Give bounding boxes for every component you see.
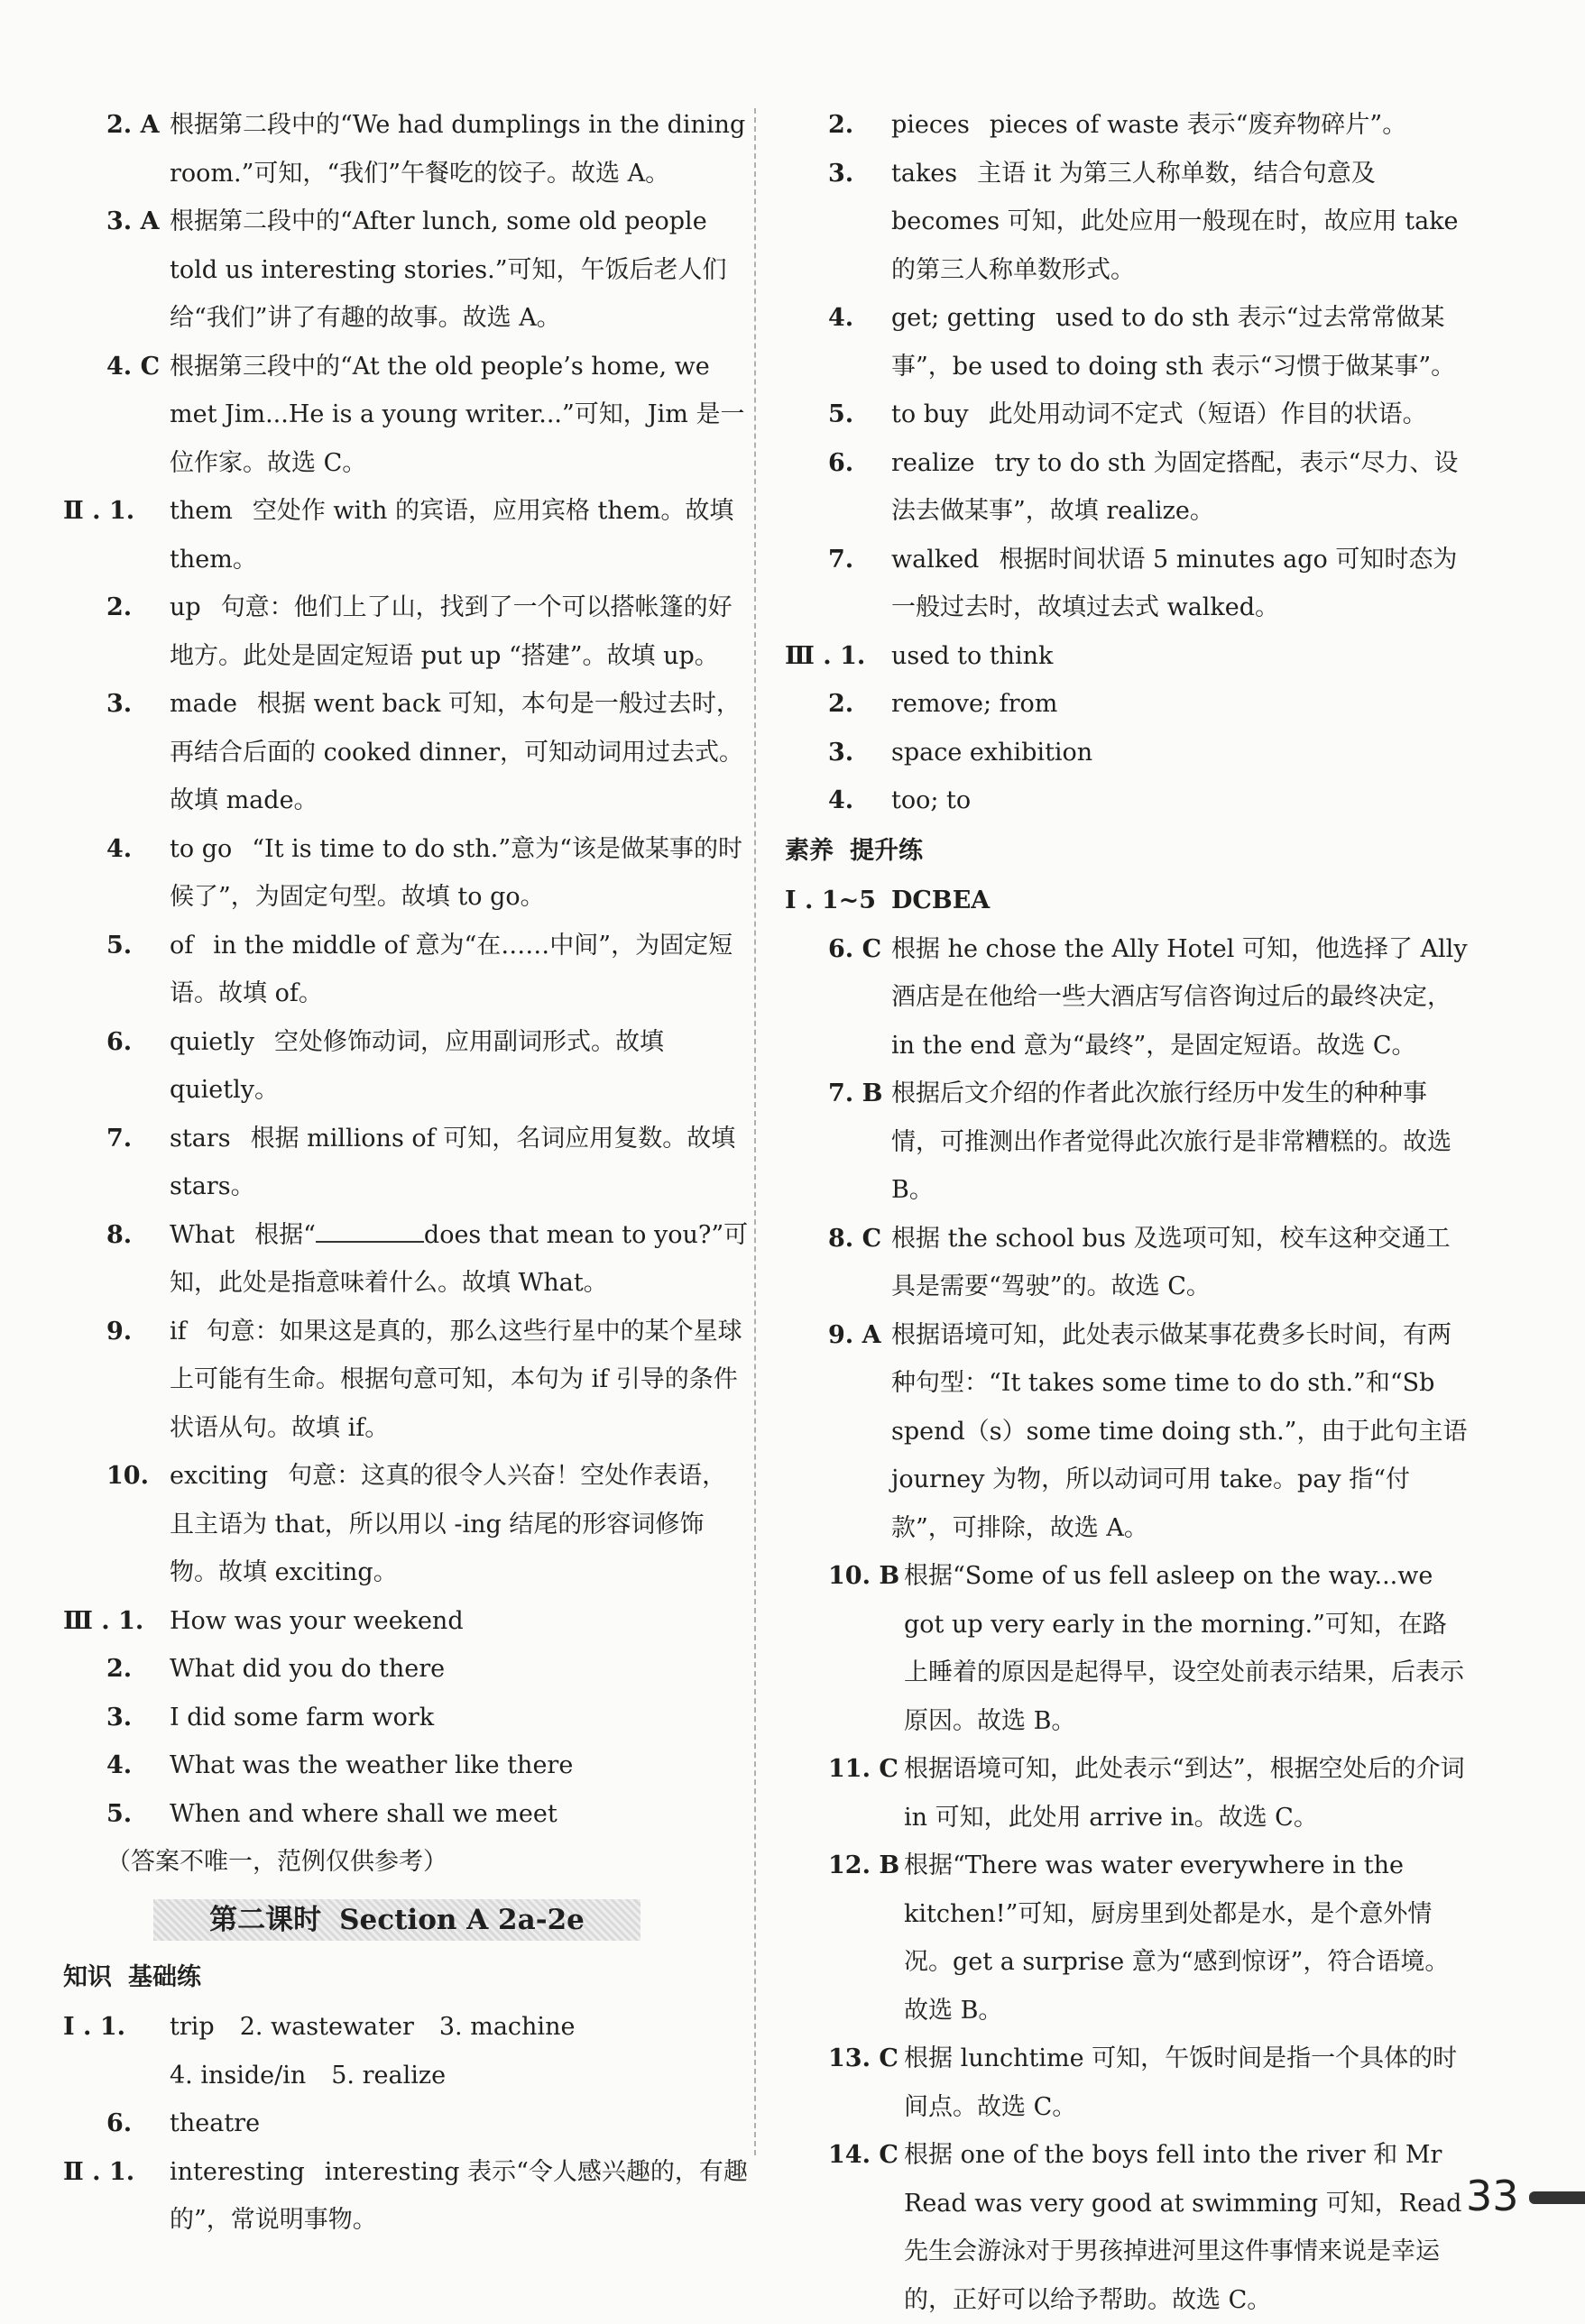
item-number: 9.	[106, 1317, 133, 1346]
item-text: How was your weekend	[170, 1606, 464, 1635]
answer-item	[63, 1452, 749, 1597]
item-text: 根据 one of the boys fell into the river 和 Mr Read was very good at swimming 可知，Read 先生会游泳对于男孩掉进河里这件事情来说是幸运的，正好可以给予帮助。故选 C。	[904, 2141, 1462, 2314]
answer-item	[785, 2035, 1468, 2131]
item-text: 根据第二段中的“After lunch, some old people told us interesting stories.”可知，午饭后老人们给“我们”讲了有趣的故事。故选 A。	[170, 207, 727, 332]
answer-word: What	[170, 1220, 235, 1249]
item-number: 3.	[828, 159, 854, 188]
answer-item	[785, 439, 1468, 536]
answer-item	[785, 1842, 1468, 2035]
item-text: 句意：他们上了山，找到了一个可以搭帐篷的好地方。此处是固定短语 put up “搭建”。故填 up。	[170, 593, 733, 670]
item-text: 根据 lunchtime 可知，午饭时间是指一个具体的时间点。故选 C。	[904, 2044, 1458, 2121]
answer-item	[785, 1552, 1468, 1745]
item-text: 根据 he chose the Ally Hotel 可知，他选择了 Ally 酒店是在他给一些大酒店写信咨询过后的最终决定，in the end 意为“最终”，是固定短语。故选 C。	[891, 934, 1468, 1060]
section-heading	[785, 827, 1468, 876]
item-text: interesting 表示“令人感兴趣的，有趣的”，常说明事物。	[170, 2157, 748, 2234]
item-text: 根据后文介绍的作者此次旅行经历中发生的种种事情，可推测出作者觉得此次旅行是非常糟糕的。故选 B。	[891, 1079, 1451, 1204]
answer-word: up	[170, 593, 201, 621]
item-number: 12. B	[828, 1851, 900, 1879]
word-answer: 4. inside/in	[170, 2061, 307, 2090]
answer-item	[63, 1741, 749, 1790]
item-number: 13. C	[828, 2044, 898, 2072]
item-text: remove; from	[891, 690, 1058, 718]
section-heading-a: 素养	[785, 836, 834, 865]
item-text: used to think	[891, 641, 1054, 670]
answer-word: realize	[891, 448, 975, 477]
answer-item	[63, 101, 749, 197]
item-number: 10.	[106, 1462, 149, 1490]
item-text: in the middle of 意为“在……中间”，为固定短语。故填 of。	[170, 931, 733, 1007]
answer-word: to go	[170, 834, 233, 863]
item-text: used to do sth 表示“过去常常做某事”，be used to doing sth 表示“习惯于做某事”。	[891, 304, 1456, 381]
answer-item	[785, 1215, 1468, 1311]
right-column	[785, 101, 1468, 2324]
answer-item	[63, 1694, 749, 1742]
item-number: 4.	[106, 834, 133, 863]
section-label: Ⅱ . 1.	[63, 2157, 135, 2186]
answer-item	[63, 2099, 749, 2148]
answer-item	[63, 487, 749, 583]
answer-item	[63, 197, 749, 343]
lesson-banner	[153, 1899, 640, 1941]
item-number: 8.	[106, 1220, 133, 1249]
item-text: 根据“	[254, 1220, 316, 1249]
item-number: 3.	[828, 738, 854, 767]
item-number: 6. C	[828, 934, 882, 963]
word-answer: 2. wastewater	[239, 2013, 414, 2041]
item-number: 7.	[106, 1124, 133, 1153]
item-number: 2.	[106, 593, 133, 621]
item-number: 3.	[106, 690, 133, 718]
section-label: Ⅲ . 1.	[785, 641, 866, 670]
answer-item	[63, 2148, 749, 2245]
answer-item	[63, 1597, 749, 1646]
answer-item	[785, 776, 1468, 825]
answer-word: them	[170, 497, 233, 525]
answer-item	[785, 877, 1468, 925]
answer-item	[63, 1018, 749, 1115]
item-number: 7. B	[828, 1079, 883, 1107]
answer-word: made	[170, 690, 237, 718]
item-text: 句意：如果这是真的，那么这些行星中的某个星球上可能有生命。根据句意可知，本句为 if 引导的条件状语从句。故填 if。	[170, 1317, 742, 1442]
item-text: 空处作 with 的宾语，应用宾格 them。故填 them。	[170, 497, 734, 574]
answer-item	[785, 2131, 1468, 2324]
answer-item	[785, 729, 1468, 777]
answer-word: exciting	[170, 1462, 269, 1490]
answer-item	[785, 680, 1468, 729]
answer-note: （答案不唯一，范例仅供参考）	[106, 1848, 447, 1876]
page-number: 33	[1466, 2172, 1519, 2220]
item-text: When and where shall we meet	[170, 1799, 558, 1828]
item-list	[170, 2003, 749, 2099]
answer-item	[63, 583, 749, 680]
lesson-section: Section A 2a-2e	[339, 1903, 585, 1936]
answer-item	[785, 294, 1468, 390]
item-text: What did you do there	[170, 1655, 446, 1683]
answer-item	[785, 1070, 1468, 1215]
word-answer: 5. realize	[331, 2061, 447, 2090]
item-number: 6.	[106, 1027, 133, 1056]
item-text: 空处修饰动词，应用副词形式。故填 quietly。	[170, 1027, 665, 1104]
answer-word: get; getting	[891, 304, 1037, 332]
answer-item	[785, 632, 1468, 681]
item-text: pieces of waste 表示“废弃物碎片”。	[989, 111, 1407, 139]
item-text: try to do sth 为固定搭配，表示“尽力、设法去做某事”，故填 realize。	[891, 448, 1459, 525]
answer-word: of	[170, 931, 194, 960]
item-number: 3.	[106, 1703, 133, 1732]
item-number: 2. A	[106, 111, 160, 139]
answer-word: pieces	[891, 111, 970, 139]
item-number: 3. A	[106, 207, 160, 235]
answer-item	[63, 343, 749, 488]
item-number: 5.	[106, 931, 133, 960]
section-label: Ⅲ . 1.	[63, 1606, 144, 1635]
item-text: 此处用动词不定式（短语）作目的状语。	[988, 400, 1427, 428]
column-divider	[754, 108, 756, 2155]
answer-item	[63, 825, 749, 922]
section-heading-b: 提升练	[850, 836, 923, 865]
answer-word: quietly	[170, 1027, 255, 1056]
answer-item	[785, 1745, 1468, 1842]
item-number: 10. B	[828, 1562, 900, 1590]
item-text: 根据时间状语 5 minutes ago 可知时态为一般过去时，故填过去式 walked。	[891, 545, 1458, 621]
word-answer: 3. machine	[438, 2013, 576, 2041]
item-number: 2.	[828, 690, 854, 718]
item-text: too; to	[891, 786, 972, 814]
item-text: 根据“There was water everywhere in the kitchen!”可知，厨房里到处都是水，是个意外情况。get a surprise 意为“感到惊讶”，符合语境。故选 B。	[904, 1851, 1450, 2025]
section-heading-b: 基础练	[128, 1962, 201, 1991]
item-text: 根据 millions of 可知，名词应用复数。故填 stars。	[170, 1124, 736, 1200]
item-number: 11. C	[828, 1755, 898, 1783]
section-label: Ⅰ . 1.	[63, 2013, 126, 2041]
answer-word: if	[170, 1317, 187, 1346]
word-answer: trip	[170, 2013, 215, 2041]
section-heading	[63, 1953, 749, 2002]
item-number: 7.	[828, 545, 854, 574]
item-number: 8. C	[828, 1224, 882, 1253]
left-column	[63, 101, 749, 2245]
answer-item	[63, 1790, 749, 1839]
item-text: does that mean to you?”可知，此处是指意味着什么。故填 What。	[170, 1220, 749, 1297]
section-heading-a: 知识	[63, 1962, 112, 1991]
item-text: 根据“Some of us fell asleep on the way...we got up very early in the morning.”可知，在路上睡着的原因是起得早，设空处前表示结果，后表示原因。故选 B。	[904, 1562, 1464, 1735]
answer-item	[785, 1311, 1468, 1553]
answer-item	[63, 1115, 749, 1211]
item-text: 主语 it 为第三人称单数，结合句意及 becomes 可知，此处应用一般现在时，故应用 take 的第三人称单数形式。	[891, 159, 1459, 284]
answer-word: takes	[891, 159, 958, 188]
item-number: 4.	[828, 786, 854, 814]
answer-item	[63, 922, 749, 1018]
lesson-title: 第二课时	[209, 1903, 322, 1936]
item-text: “It is time to do sth.”意为“该是做某事的时候了”，为固定句型。故填 to go。	[170, 834, 742, 911]
item-number: 6.	[106, 2109, 133, 2137]
item-text: 根据 went back 可知，本句是一般过去时，再结合后面的 cooked dinner，可知动词用过去式。故填 made。	[170, 690, 744, 814]
answer-item	[63, 680, 749, 825]
answer-item	[785, 925, 1468, 1070]
answer-item	[785, 101, 1468, 150]
item-text: space exhibition	[891, 738, 1093, 767]
item-number: 6.	[828, 448, 854, 477]
item-number: 5.	[828, 400, 854, 428]
item-number: 9. A	[828, 1320, 881, 1349]
item-number: 4.	[828, 304, 854, 332]
item-number: 5.	[106, 1799, 133, 1828]
item-text: 根据第二段中的“We had dumplings in the dining room.”可知，“我们”午餐吃的饺子。故选 A。	[170, 111, 746, 188]
item-text: 根据语境可知，此处表示“到达”，根据空处后的介词 in 可知，此处用 arrive in。故选 C。	[904, 1755, 1465, 1832]
item-text: I did some farm work	[170, 1703, 435, 1732]
answer-item	[63, 2003, 749, 2099]
answer-word: interesting	[170, 2157, 305, 2186]
answer-item	[785, 150, 1468, 295]
item-text: 根据语境可知，此处表示做某事花费多长时间，有两种句型：“It takes some time to do sth.”和“Sb spend（s）some time doing sth.”，由于此句主语 journey 为物，所以动词可用 take。pay 指“付款”，可排除，故选 A。	[891, 1320, 1468, 1542]
item-number: 2.	[828, 111, 854, 139]
answer-word: walked	[891, 545, 980, 574]
item-text: 根据第三段中的“At the old people’s home, we met Jim...He is a young writer...”可知，Jim 是一位作家。故选 C。	[170, 352, 745, 477]
item-text: DCBEA	[891, 886, 991, 914]
item-text: 句意：这真的很令人兴奋！空处作表语，且主语为 that，所以用以 -ing 结尾的形容词修饰物。故填 exciting。	[170, 1462, 727, 1586]
section-label: Ⅱ . 1.	[63, 497, 135, 525]
item-text: theatre	[170, 2109, 261, 2137]
item-number: 2.	[106, 1655, 133, 1683]
item-number: 4.	[106, 1751, 133, 1779]
answer-item	[63, 1645, 749, 1694]
item-number: 4. C	[106, 352, 161, 381]
page-tab-decoration	[1529, 2191, 1585, 2204]
answer-item	[785, 536, 1468, 632]
answer-item	[63, 1308, 749, 1453]
fill-blank	[316, 1216, 424, 1243]
answer-item	[63, 1211, 749, 1308]
answer-word: to buy	[891, 400, 969, 428]
answer-word: stars	[170, 1124, 231, 1153]
item-number: 14. C	[828, 2141, 898, 2169]
item-text: 根据 the school bus 及选项可知，校车这种交通工具是需要“驾驶”的。故选 C。	[891, 1224, 1451, 1300]
section-label: Ⅰ . 1~5	[785, 886, 877, 914]
item-text: What was the weather like there	[170, 1751, 574, 1779]
answer-item	[785, 390, 1468, 439]
